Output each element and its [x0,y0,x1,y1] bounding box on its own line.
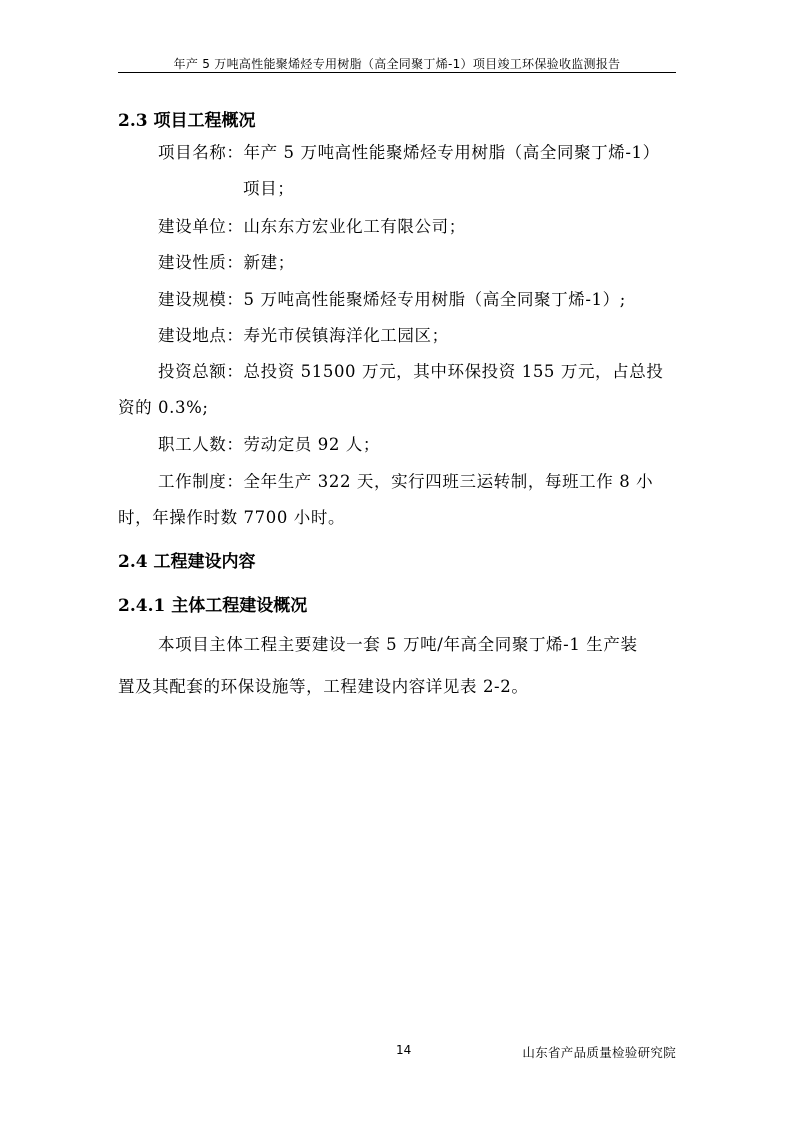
body-paragraph-line1: 本项目主体工程主要建设一套 5 万吨/年高全同聚丁烯-1 生产装 [158,635,638,654]
project-name-line2: 项目； [243,179,295,198]
work-system-line1: 工作制度：全年生产 322 天，实行四班三运转制，每班工作 8 小 [158,472,654,491]
project-name-line1: 项目名称：年产 5 万吨高性能聚烯烃专用树脂（高全同聚丁烯-1） [158,143,660,162]
header-divider [118,72,676,73]
staff-count: 职工人数：劳动定员 92 人； [158,435,380,454]
investment-line2: 资的 0.3%; [118,398,209,417]
subsection-heading-2-4-1: 2.4.1 主体工程建设概况 [118,596,308,616]
construction-nature: 建设性质：新建； [158,253,295,272]
work-system-line2: 时，年操作时数 7700 小时。 [118,508,346,527]
construction-unit: 建设单位：山东东方宏业化工有限公司； [158,217,466,236]
section-heading-2-4: 2.4 工程建设内容 [118,552,256,572]
construction-scale: 建设规模：5 万吨高性能聚烯烃专用树脂（高全同聚丁烯-1）; [158,290,626,309]
body-paragraph-line2: 置及其配套的环保设施等，工程建设内容详见表 2-2。 [118,677,529,696]
page-number: 14 [396,1043,412,1057]
construction-location: 建设地点：寿光市侯镇海洋化工园区； [158,326,449,345]
investment-line1: 投资总额：总投资 51500 万元，其中环保投资 155 万元，占总投 [158,362,664,381]
footer-organization: 山东省产品质量检验研究院 [522,1045,676,1060]
running-header: 年产 5 万吨高性能聚烯烃专用树脂（高全同聚丁烯-1）项目竣工环保验收监测报告 [173,57,621,71]
section-heading-2-3: 2.3 项目工程概况 [118,111,256,131]
